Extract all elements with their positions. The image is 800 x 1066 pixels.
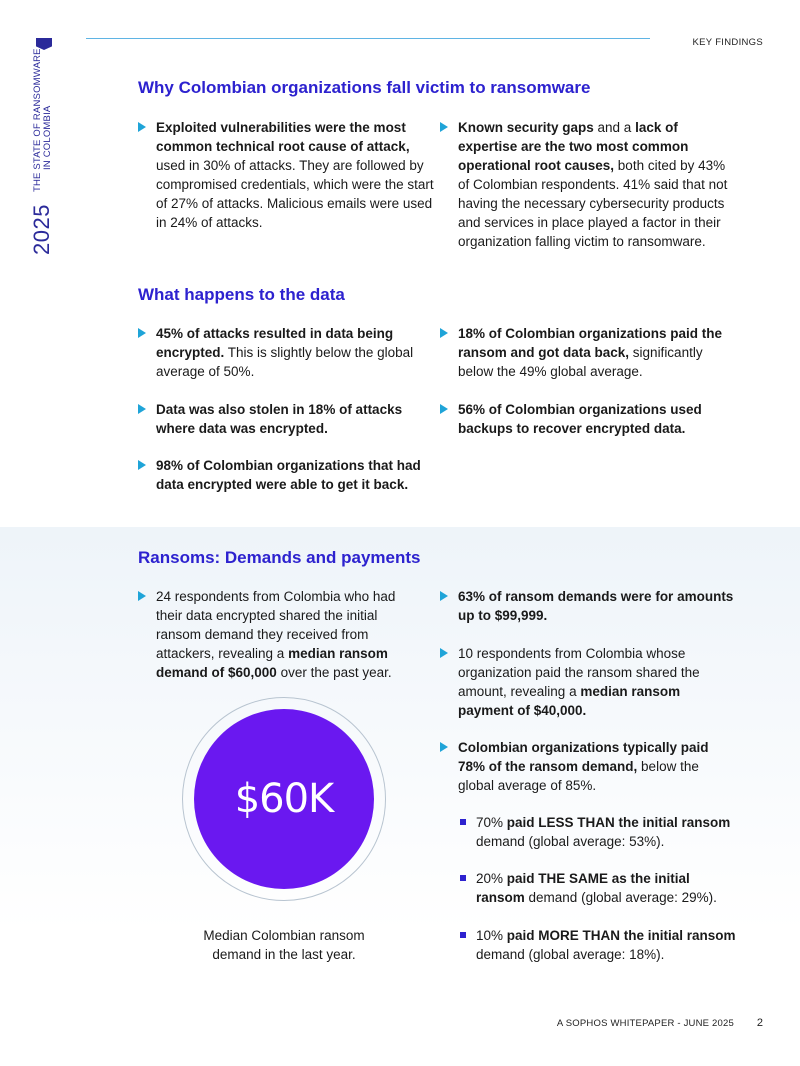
data-item-1-text: This is slightly below the global average of 50%. [156, 345, 414, 379]
sub-1-pct: 70% [476, 815, 507, 830]
why-right-bold1: Known security gaps [458, 120, 594, 135]
bullet-triangle-icon [440, 591, 448, 601]
data-heading: What happens to the data [138, 285, 345, 304]
bullet-square-icon [460, 932, 466, 938]
data-item-1-bold: 45% of attacks resulted in data being encrypted. [156, 326, 394, 360]
data-item-2-bold: Data was also stolen in 18% of attacks where data was encrypted. [156, 402, 403, 436]
ransoms-r2-bold: median ransom payment of $40,000. [458, 684, 681, 718]
sub-3-text: demand (global average: 18%). [476, 947, 665, 962]
payment-breakdown-less [458, 813, 748, 851]
data-item-3-bold: 98% of Colombian organizations that had data encrypted were able to get it back. [156, 458, 421, 492]
data-item-5 [440, 400, 738, 438]
page-number: 2 [756, 1017, 763, 1029]
why-right-text2: both cited by 43% of Colombian respondents. 41% said that not having the necessary cybersecurity products and services in place played a factor in their organization falling victim to ransomware. [458, 158, 728, 249]
median-demand-circle [194, 709, 374, 889]
payment-breakdown-more [458, 926, 748, 964]
bullet-triangle-icon [138, 328, 146, 338]
ransoms-left-item [138, 587, 424, 682]
bullet-triangle-icon [440, 328, 448, 338]
ransoms-heading: Ransoms: Demands and payments [138, 548, 421, 567]
bullet-triangle-icon [138, 460, 146, 470]
header-rule [86, 38, 650, 39]
ransoms-r2-text: 10 respondents from Colombia whose organization paid the ransom shared the amount, revealing a [458, 646, 700, 699]
why-left-text: used in 30% of attacks. They are followed by compromised credentials, which were the start of 27% of attacks. Malicious emails were used in 24% of attacks. [156, 158, 434, 230]
data-item-2 [138, 400, 428, 438]
bullet-triangle-icon [440, 122, 448, 132]
sub-2-text: demand (global average: 29%). [524, 890, 717, 905]
footer-publication: A SOPHOS WHITEPAPER - JUNE 2025 [556, 1018, 734, 1029]
why-left-item [138, 118, 436, 232]
data-item-4 [440, 324, 738, 381]
ransoms-left-bold: median ransom demand of $60,000 [156, 646, 388, 680]
ransoms-r3-bold: Colombian organizations typically paid 78% of the ransom demand, [458, 740, 709, 774]
ransoms-right-item-2 [440, 644, 730, 720]
median-demand-value: $60K [234, 776, 334, 822]
bullet-square-icon [460, 819, 466, 825]
why-right-text1: and a [593, 120, 636, 135]
median-demand-caption: Median Colombian ransom demand in the last year. [203, 928, 365, 962]
why-right-item [440, 118, 738, 251]
report-title-line1: THE STATE OF RANSOMWARE [32, 48, 43, 193]
report-year: 2025 [29, 204, 54, 255]
bullet-triangle-icon [440, 742, 448, 752]
bullet-triangle-icon [138, 404, 146, 414]
ransoms-left-text2: over the past year. [276, 665, 392, 680]
bullet-triangle-icon [138, 591, 146, 601]
ransoms-right-item-3 [440, 738, 730, 795]
ransoms-r3-text: below the global average of 85%. [458, 759, 699, 793]
bullet-triangle-icon [138, 122, 146, 132]
data-item-4-text: significantly below the 49% global average. [458, 345, 703, 379]
data-item-3 [138, 456, 436, 494]
why-left-bold: Exploited vulnerabilities were the most common technical root cause of attack, [156, 120, 410, 154]
sub-1-text: demand (global average: 53%). [476, 834, 665, 849]
bullet-square-icon [460, 875, 466, 881]
bullet-triangle-icon [440, 648, 448, 658]
side-report-label [31, 48, 53, 255]
bullet-triangle-icon [440, 404, 448, 414]
ransoms-right-item-1 [440, 587, 738, 625]
ransoms-r1-bold: 63% of ransom demands were for amounts up to $99,999. [458, 589, 734, 623]
report-title [33, 48, 53, 192]
why-right-bold2: lack of expertise are the two most common operational root causes, [458, 120, 689, 173]
data-item-5-bold: 56% of Colombian organizations used backups to recover encrypted data. [458, 402, 702, 436]
data-item-1 [138, 324, 436, 381]
sub-2-bold: paid THE SAME as the initial ransom [476, 871, 690, 905]
report-title-line2: IN COLOMBIA [42, 105, 53, 171]
data-item-4-bold: 18% of Colombian organizations paid the ransom and got data back, [458, 326, 723, 360]
sub-1-bold: paid LESS THAN the initial ransom [506, 815, 731, 830]
section-label: KEY FINDINGS [692, 37, 763, 48]
sub-2-pct: 20% [476, 871, 507, 886]
payment-breakdown-same [458, 869, 738, 907]
sub-3-bold: paid MORE THAN the initial ransom [506, 928, 736, 943]
sub-3-pct: 10% [476, 928, 507, 943]
ransoms-left-text1: 24 respondents from Colombia who had their data encrypted shared the initial ransom demand they received from attackers, revealing a [156, 589, 396, 661]
why-heading: Why Colombian organizations fall victim to ransomware [138, 78, 591, 97]
